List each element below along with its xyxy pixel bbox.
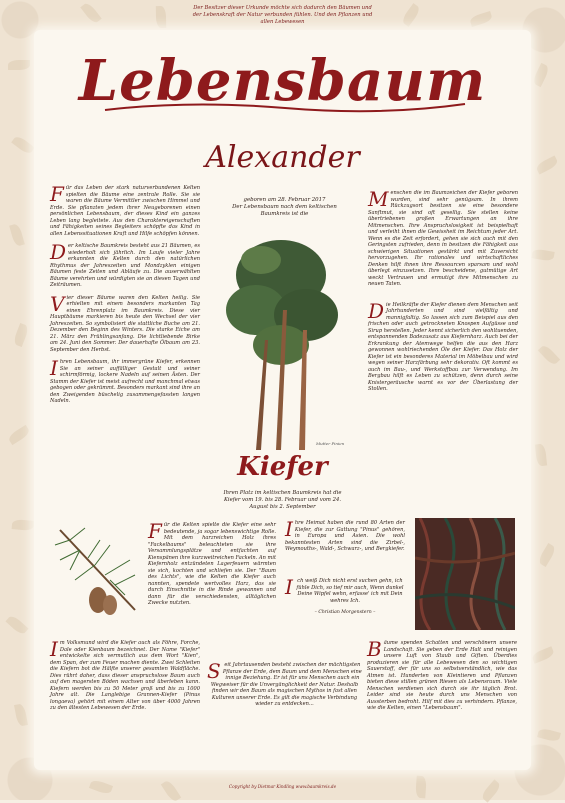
border-leaf-icon	[531, 248, 554, 262]
border-leaf-icon	[5, 614, 28, 636]
birth-info: geboren am 28. Februar 2017 Der Lebensbaum nach dem keltischen Baumkreis ist die	[232, 197, 337, 217]
left-paragraph-2: er keltische Baumkreis besteht aus 21 Bäumen, es wiederholt sich jährlich. Im Laufe vieler Jahre erkannten die Kelten durch den natürlichen Rhythmus der Jahreszeiten und Mondzyklen einigen Bäumen feste Zeiten und Abläufe zu. Die auserwählten Bäume verehrten und würdigten sie an diesen Tagen und Zeiträumen.	[50, 243, 200, 288]
tree-period: Ihren Platz im keltischen Baumkreis hat die Kiefer vom 19. bis 28. Februar und vom 24. August bis 2. September	[223, 490, 342, 510]
page-title: Lebensbaum	[78, 48, 487, 114]
border-leaf-icon	[161, 779, 181, 803]
border-leaf-icon	[80, 1, 101, 24]
poem-text: ch weiß Dich nicht erst suchen gehn, ich fühle Dich, so tief mir auch, Wenn dunkel Deine Wipfel wehn, erfasse' ich mit Dein wehres Ich.	[296, 578, 404, 604]
border-leaf-icon	[532, 63, 551, 87]
border-leaf-icon	[535, 444, 547, 467]
border-leaf-icon	[415, 776, 427, 799]
border-leaf-icon	[14, 703, 28, 727]
border-leaf-icon	[400, 3, 421, 27]
border-leaf-icon	[11, 134, 35, 155]
border-leaf-icon	[480, 779, 502, 802]
poem-author: – Christian Morgenstern –	[314, 610, 376, 615]
right-paragraph-2: ie Heilkräfte der Kiefer dienen dem Menschen seit Jahrhunderten und sind vielfältig und mannigfaltig. So lassen sich zum Beispiel aus den frischen oder auch getrockneten Knospen Aufgüsse und Sirup herstellen. Jeder kennt sicherlich den wohltuenden, entspannenden Badezusatz aus Kiefernharz. Auch bei der Erkrankung der Atemwege helfen die aus den Harz gewonnen wohlriechenden Öle der Kiefer. Das Holz der Kiefer ist ein besonderes Material im Möbelbau und wird wegen seiner Harzfärbung sehr dekorativ. Oft kommt es auch im Bau-, und Werkstoffbau zur Verwendung. Im Bergbau hilft es Leben zu schützen, denn durch seine Knistergeräusche warnt es vor der Überlastung der Stollen.	[368, 301, 518, 392]
border-leaf-icon	[9, 223, 25, 247]
border-leaf-icon	[89, 779, 113, 796]
left-paragraph-3: ier dieser Bäume waren den Kelten heilig. Sie erhielten mit einem besonders markanten Tag einen Ehrenplatz im Baumkreis. Diese vier Hauptbäume markieren bis heute den Wechsel der vier Jahreszeiten. So symbolisiert die stattliche Buche am 21. Dezember den Beginn des Winters. Die starke Eiche am 21. März den Frühlingsanfang. Die lichtliebende Birke am 24. Juni den Sommer. Der dauerhafte Ölbaum am 23. September den Herbst.	[50, 294, 200, 353]
border-leaf-icon	[537, 543, 557, 567]
mid-left-paragraph: ür die Kelten spielte die Kiefer eine sehr bedeutende, ja sogar lebenswichtige Rolle. Mit dem harzreichen Holz ihres "Fackelbaums" beleuchteten sie ihre Versammlungsplätze und entfachten auf Kienspänen ihre kurzweitreichen Fackeln. An mit Kiefernholz entzündeten Lagerfeuern wärmten sie sich, kochten und schliefen sie. Der "Baum des Lichts", wie die Kelten die Kiefer auch nannten, spendete wertvolles Harz, das sie durch Einschnitte in die Rinde gewannen und dann für die verschiedensten, alltäglichen Zwecke nutzten.	[148, 522, 276, 606]
right-column: Menschen die im Baumzeichen der Kiefer geboren wurden, sind sehr genügsam. In ihrem Rückzugsort besitzen sie eine besondere Sanftmut, sie sind oft gesellig. Sie stellen keine übertriebenen großen Erwartungen an ihre Mitmenschen. Ihre Anspruchslosigkeit ist beispielhaft und verleiht ihnen die Gewissheit im Reichtum jeder Art. Wenn es die Zeit erfordert, gehen sie sich auch mit den Geringsten zufrieden, denn in besitzen die Fähigkeit aus schwierigen Situationen gestärkt und mit Zuversicht hervorzugehen. Ihr rationales und wirtschaftliches Denken hilft ihnen ihre Ressourcen sparsam und wohl überlegt einzusetzen. Ihre bescheidene, gutmütige Art weckt Vertrauen und ermutigt ihre Mitmenschen zu neuen Taten. Die Heilkräfte der Kiefer dienen dem Menschen seit Jahrhunderten und sind vielfältig und mannigfaltig. So lassen sich zum Beispiel aus den frischen oder auch getrockneten Knospen Aufgüsse und Sirup herstellen. Jeder kennt sicherlich den wohltuenden, entspannenden Badezusatz aus Kiefernharz. Auch bei der Erkrankung der Atemwege helfen die aus den Harz gewonnen wohlriechenden Öle der Kiefer. Das Holz der Kiefer ist ein besonderes Material im Möbelbau und wird wegen seiner Harzfärbung sehr dekorativ. Oft kommt es auch im Bau-, und Werkstoffbau zur Verwendung. Im Bergbau hilft es Leben zu schützen, denn durch seine Knistergeräusche warnt es vor der Überlastung der Stollen.	[368, 187, 518, 392]
bark-texture-image	[415, 518, 515, 630]
poem: Ich weiß Dich nicht erst suchen gehn, ich fühle Dich, so tief mir auch, Wenn dunkel Deine Wipfel wehn, erfasse' ich mit Dein wehres Ich. – Christian Morgenstern –	[285, 575, 404, 615]
border-leaf-icon	[537, 727, 561, 742]
copyright: Copyright by Dietmar Kindling www.baumkreis.de	[228, 784, 337, 789]
homeland-text: Ihre Heimat haben die rund 80 Arten der Kiefer, die zur Gattung "Pinus" gehören, in Europa und Asien. Die wohl bekanntesten Arten sind die Zirbel-, Weymouths-, Wald-, Schwarz-, und Bergkiefer.	[285, 517, 405, 552]
border-leaf-icon	[538, 344, 560, 367]
bottom-middle-column: Seit Jahrtausenden besteht zwischen der mächtigsten Pflanze der Erde, dem Baum und dem Menschen eine innige Beziehung. Er ist für uns Menschen auch ein Wegweiser für die Unvergänglichkeit der Natur. Deshalb finden wir den Baum als magischen Mythos in fast allen Kulturen unserer Erde. Es gilt die magische Verbindung wieder zu entdecken...	[207, 659, 362, 707]
tree-caption: Mutter Pinien	[316, 441, 345, 446]
border-leaf-icon	[156, 6, 166, 28]
bottom-left-column: Im Volksmund wird die Kiefer auch als Föhre, Forche, Dale oder Kienbaum bezeichnet. Der Name "Kiefer" entwickelte sich vermutlich aus dem Wort "Kien", dem Span, der zum Feuer machen diente. Zwei Schleiten die Kiefern bot die Hälfte unserer gesamten Waldfläche. Dies rührt daher, dass dieser anspruchslose Baum auch auf den magersten Böden wachsen und überleben kann. Kiefern werden bis zu 50 Meter groß und bis zu 1000 Jahre alt. Die Langlebige Grannen-Kiefer (Pinus longaeva) gehört mit einem Alter von über 4000 Jahren zu den ältesten Lebewesen der Erde.	[50, 637, 200, 711]
bottom-middle-paragraph: eit Jahrtausenden besteht zwischen der mächtigsten Pflanze der Erde, dem Baum und dem Menschen eine innige Beziehung. Er ist für uns Menschen auch ein Wegweiser für die Unvergänglichkeit der Natur. Deshalb finden wir den Baum als magischen Mythos in fast allen Kulturen unserer Erde. Es gilt die magische Verbindung wieder zu entdecken...	[210, 662, 362, 707]
tree-name: Kiefer	[237, 452, 328, 482]
left-paragraph-1: ür das Leben der stark naturverbundenen Kelten spielten die Bäume eine zentrale Rolle. Sie sie waren die Bäume Vermittler zwischen Himmel und Erde. Sie pflanzten jedem ihrer Neugeborenen einen persönlichen Lebensbaum, der dieses Kind ein ganzes Leben lang begleitete. Aus den Charaktereigenschaften und Fähigkeiten seines Begleiters schöpfte das Kind in allen Lebenssituationen Kraft und Hilfe schöpfen können.	[50, 185, 200, 237]
pine-branch-illustration	[50, 520, 145, 620]
border-leaf-icon	[12, 519, 35, 531]
border-leaf-icon	[8, 60, 30, 70]
homeland-paragraph: hre Heimat haben die rund 80 Arten der Kiefer, die zur Gattung "Pinus" gehören, in Europa und Asien. Die wohl bekanntesten Arten sind die Zirbel-, Weymouths-, Wald-, Schwarz-, und Bergkiefer.	[285, 520, 405, 552]
border-leaf-icon	[7, 425, 31, 445]
person-name: Alexander	[205, 140, 360, 175]
left-column: Für das Leben der stark naturverbundenen Kelten spielten die Bäume eine zentrale Rolle. Sie sie waren die Bäume Vermittler zwischen Himmel und Erde. Sie pflanzten jedem ihrer Neugeborenen einen persönlichen Lebensbaum, der dieses Kind ein ganzes Leben lang begleitete. Aus den Charaktereigenschaften und Fähigkeiten seines Begleiters schöpfte das Kind in allen Lebenssituationen Kraft und Hilfe schöpfen können. Der keltische Baumkreis besteht aus 21 Bäumen, es wiederholt sich jährlich. Im Laufe vieler Jahre erkannten die Kelten durch den natürlichen Rhythmus der Jahreszeiten und Mondzyklen einigen Bäumen feste Zeiten und Abläufe zu. Die auserwählten Bäume verehrten und würdigten sie an diesen Tagen und Zeiträumen. Vier dieser Bäume waren den Kelten heilig. Sie erhielten mit einem besonders markanten Tag einen Ehrenplatz im Baumkreis. Diese vier Hauptbäume markieren bis heute den Wechsel der vier Jahreszeiten. So symbolisiert die stattliche Buche am 21. Dezember den Beginn des Winters. Die starke Eiche am 21. März den Frühlingsanfang. Die lichtliebende Birke am 24. Juni den Sommer. Der dauerhafte Ölbaum am 23. September den Herbst. Ihren Lebensbaum, ihr immergrüne Kiefer, erkennen Sie an seiner auffälliger Gestalt und seiner schirmförmig, lockere Nadeln auf seinen Ästen. Der Stamm der Kiefer ist meist aufrecht und manchmal etwas gebogen oder gekrümmt. Besonders markant sind ihre an den Zweigenden büschelig zusammengefassten langen Nadeln.	[50, 182, 200, 404]
top-dedication: Der Besitzer dieser Urkunde möchte sich dadurch den Bäumen und der Lebenskraft der Natur verbunden fühlen. Und den Pflanzen und allen Lebewesen	[192, 5, 373, 25]
bottom-right-column: Bäume spenden Schatten und verschönern unsere Landschaft. Sie geben der Erde Halt und reinigen unsere Luft von Staub und Giften. Überdies produzieren sie für alle Lebewesen den so wichtigen Sauerstoff, der für uns so selbstverständlich, wie das Atmen ist. Hunderten von Kleintieren und Pflanzen bieten diese stillen grünen Riesen als Lebensraum. Viele Menschen verdienen sich durch sie ihr täglich Brot. Leider sind sie heute durch uns Menschen von Aussterben bedroht. Hilf mit dies zu verhindern. Pflanze, wie die Kelten, einen "Lebensbaum".	[367, 637, 517, 711]
celtic-use-text: Für die Kelten spielte die Kiefer eine sehr bedeutende, ja sogar lebenswichtige Rolle. Mit dem harzreichen Holz ihres "Fackelbaums" beleuchteten sie ihre Versammlungsplätze und entfachten auf Kienspänen ihre kurzweitreichen Fackeln. An mit Kiefernholz entzündeten Lagerfeuern wärmten sie sich, kochten und schliefen sie. Der "Baum des Lichts", wie die Kelten die Kiefer auch nannten, spendete wertvolles Harz, das sie durch Einschnitte in die Rinde gewannen und dann für die verschiedensten, alltäglichen Zwecke nutzten.	[148, 519, 276, 606]
border-leaf-icon	[12, 323, 29, 347]
bottom-right-paragraph: äume spenden Schatten und verschönern unsere Landschaft. Sie geben der Erde Halt und reinigen unsere Luft von Staub und Giften. Überdies produzieren sie für alle Lebewesen den so wichtigen Sauerstoff, der für uns so selbstverständlich, wie das Atmen ist. Hunderten von Kleintieren und Pflanzen bieten diese stillen grünen Riesen als Lebensraum. Viele Menschen verdienen sich durch sie ihr täglich Brot. Leider sind sie heute durch uns Menschen von Aussterben bedroht. Hilf mit dies zu verhindern. Pflanze, wie die Kelten, einen "Lebensbaum".	[367, 640, 517, 711]
pine-tree-illustration	[221, 220, 346, 450]
border-leaf-icon	[535, 156, 559, 175]
right-paragraph-1: enschen die im Baumzeichen der Kiefer geboren wurden, sind sehr genügsam. In ihrem Rückzugsort besitzen sie eine besondere Sanftmut, sie sind oft gesellig. Sie stellen keine übertriebenen großen Erwartungen an ihre Mitmenschen. Ihre Anspruchslosigkeit ist beispielhaft und verleiht ihnen die Gewissheit im Reichtum jeder Art. Wenn es die Zeit erfordert, gehen sie sich auch mit den Geringsten zufrieden, denn in besitzen die Fähigkeit aus schwierigen Situationen gestärkt und mit Zuversicht hervorzugehen. Ihr rationales und wirtschaftliches Denken hilft ihnen ihre Ressourcen sparsam und wohl überlegt einzusetzen. Ihre bescheidene, gutmütige Art weckt Vertrauen und ermutigt ihre Mitmenschen zu neuen Taten.	[368, 190, 518, 287]
bottom-left-paragraph: m Volksmund wird die Kiefer auch als Föhre, Forche, Dale oder Kienbaum bezeichnet. Der Name "Kiefer" entwickelte sich vermutlich aus dem Wort "Kien", dem Span, der zum Feuer machen diente. Zwei Schleiten die Kiefern bot die Hälfte unserer gesamten Waldfläche. Dies rührt daher, dass dieser anspruchslose Baum auch auf den magersten Böden wachsen und überleben kann. Kiefern werden bis zu 50 Meter groß und bis zu 1000 Jahre alt. Die Langlebige Grannen-Kiefer (Pinus longaeva) gehört mit einem Alter von über 4000 Jahren zu den ältesten Lebewesen der Erde.	[50, 640, 200, 711]
border-leaf-icon	[469, 11, 493, 27]
title-swirl	[100, 98, 470, 116]
left-paragraph-4: hren Lebensbaum, ihr immergrüne Kiefer, erkennen Sie an seiner auffälliger Gestalt und seiner schirmförmig, lockere Nadeln auf seinen Ästen. Der Stamm der Kiefer ist meist aufrecht und manchmal etwas gebogen oder gekrümmt. Besonders markant sind ihre an den Zweigenden büschelig zusammengefassten langen Nadeln.	[50, 359, 200, 404]
border-leaf-icon	[531, 646, 555, 664]
